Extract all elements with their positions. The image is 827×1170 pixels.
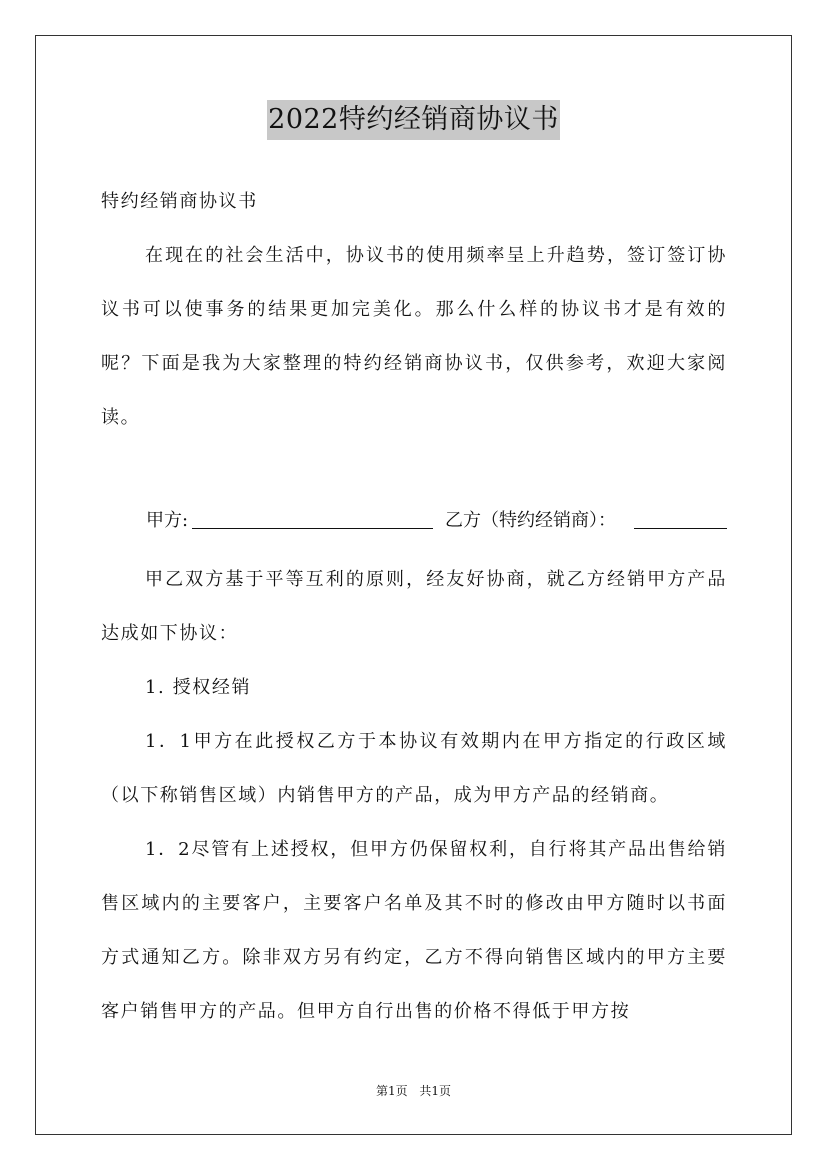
intro-paragraph: 在现在的社会生活中，协议书的使用频率呈上升趋势，签订签订协议书可以使事务的结果更加完美化。那么什么样的协议书才是有效的呢？下面是我为大家整理的特约经销商协议书，仅供参考，欢迎大家阅读。 <box>101 245 727 428</box>
document-title: 2022特约经销商协议书 <box>267 100 560 140</box>
agreement-basis-paragraph: 甲乙双方基于平等互利的原则，经友好协商，就乙方经销甲方产品达成如下协议： <box>101 569 727 644</box>
page-number: 第1页 <box>375 1084 408 1098</box>
party-b-blank <box>634 528 727 529</box>
party-a-label: 甲方: <box>146 510 189 531</box>
title-container <box>0 100 827 140</box>
party-a-blank <box>192 528 433 529</box>
clause-1-1: 1．1甲方在此授权乙方于本协议有效期内在甲方指定的行政区域（以下称销售区域）内销售甲方的产品，成为甲方产品的经销商。 <box>101 731 727 806</box>
party-line <box>146 494 727 548</box>
document-body <box>101 175 727 1039</box>
blank-line <box>101 445 727 499</box>
page-footer <box>0 1083 827 1099</box>
clause-1-2: 1．2尽管有上述授权，但甲方仍保留权利，自行将其产品出售给销售区域内的主要客户，主要客户名单及其不时的修改由甲方随时以书面方式通知乙方。除非双方另有约定，乙方不得向销售区域内的甲方主要客户销售甲方的产品。但甲方自行出售的价格不得低于甲方按 <box>101 839 727 1022</box>
subtitle-paragraph: 特约经销商协议书 <box>101 191 258 212</box>
section-heading: 1. 授权经销 <box>145 677 252 698</box>
total-pages: 共1页 <box>419 1084 452 1098</box>
party-b-label: 乙方（特约经销商）： <box>445 510 616 531</box>
